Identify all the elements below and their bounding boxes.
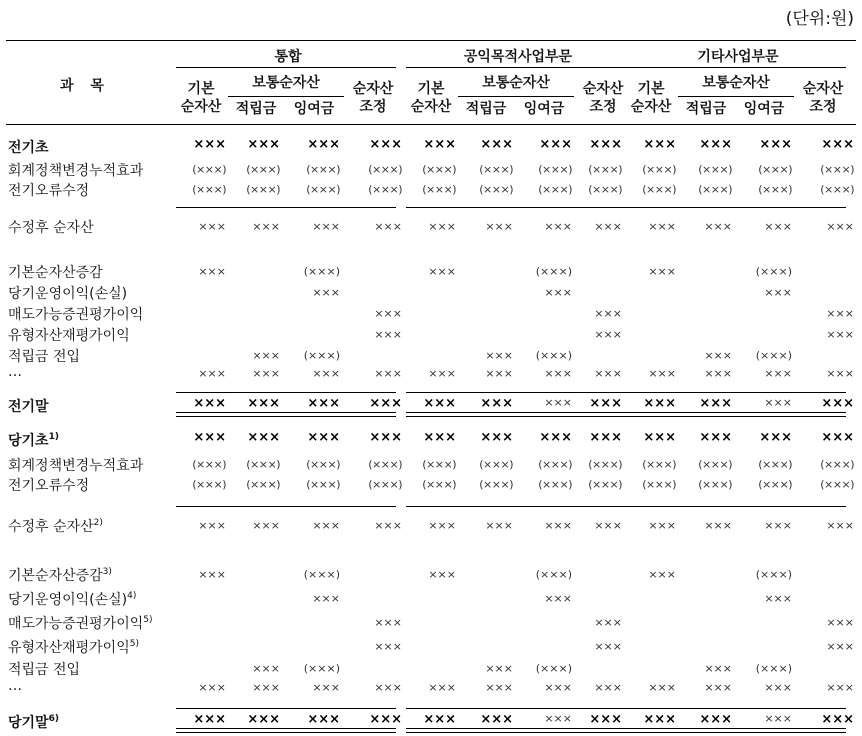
table-cell: ××× [369,712,402,727]
table-cell: (×××) [422,183,456,196]
table-cell: (×××) [820,183,854,196]
table-cell: ××× [369,396,402,411]
table-row [0,262,862,282]
table-cell: ××× [699,396,732,411]
col-header-ordinary-net-assets: 보통순자산 [482,75,550,91]
double-rule [406,728,626,733]
table-cell: (×××) [303,568,340,581]
table-cell: ××× [307,712,340,727]
table-cell: (×××) [303,349,340,362]
table-cell: ××× [312,220,340,233]
table-cell: (×××) [642,478,676,491]
table-cell: ××× [312,592,340,605]
table-cell: (×××) [479,163,513,176]
table-cell: ××× [423,137,456,152]
double-rule [626,412,846,417]
table-cell: ××× [699,430,732,445]
col-header-reserve: 적립금 [235,101,277,117]
section-rule [626,506,846,507]
table-row [0,430,862,450]
table-cell: (×××) [368,163,402,176]
table-cell: ××× [648,220,676,233]
table-cell: ××× [764,220,792,233]
footnote-marker: 4) [127,591,137,601]
table-cell: ××× [423,396,456,411]
table-cell: ××× [589,396,622,411]
table-cell: ××× [594,220,622,233]
row-label: 기본순자산증감 [8,265,103,281]
table-cell: ××× [699,712,732,727]
table-cell: (×××) [538,183,572,196]
table-cell: ××× [374,519,402,532]
table-cell: (×××) [306,183,340,196]
table-cell: (×××) [642,458,676,471]
subject-header: 과 목 [60,78,110,94]
group-underline [406,67,626,68]
table-cell: (×××) [479,478,513,491]
table-row [0,364,862,384]
row-label: 매도가능증권평가이익 [8,307,144,323]
table-cell: ××× [821,430,854,445]
table-row [0,455,862,475]
row-label: 수정후 순자산$^{2)}$ [8,518,103,535]
table-cell: (×××) [306,478,340,491]
table-cell: ××× [374,220,402,233]
double-rule [176,412,396,417]
table-row [0,475,862,495]
table-cell: ××× [544,396,572,409]
row-label: 기본순자산증감$^{3)}$ [8,567,112,584]
header-bottom-rule [6,124,856,125]
col-header-net-asset-adjustment: 순자산 조정 [802,81,844,115]
table-cell: (×××) [368,183,402,196]
table-cell: ××× [252,220,280,233]
table-cell: (×××) [588,478,622,491]
table-cell: ××× [198,367,226,380]
table-cell: (×××) [755,265,792,278]
col-header-basic-net-assets: 기본 순자산 [630,81,672,115]
table-cell: ××× [648,265,676,278]
table-cell: ××× [252,349,280,362]
table-cell: ××× [704,220,732,233]
table-cell: ××× [759,137,792,152]
row-label: 수정후 순자산 [8,220,94,236]
table-cell: ××× [648,519,676,532]
table-cell: ××× [480,396,513,411]
table-cell: ××× [594,519,622,532]
table-row [0,589,862,609]
table-cell: (×××) [698,163,732,176]
table-cell: ××× [252,519,280,532]
table-cell: ××× [428,265,456,278]
table-cell: ××× [198,519,226,532]
table-cell: ××× [374,328,402,341]
table-cell: ××× [764,286,792,299]
table-cell: ××× [198,265,226,278]
table-cell: ××× [764,367,792,380]
table-cell: ××× [826,519,854,532]
table-cell: ××× [594,367,622,380]
table-cell: (×××) [246,458,280,471]
table-cell: (×××) [698,478,732,491]
group-title: 통합 [274,49,302,65]
row-label: … [8,364,22,380]
row-label: 적립금 전입 [8,662,81,678]
row-label: … [8,678,22,694]
table-cell: ××× [704,662,732,675]
table-cell: ××× [485,349,513,362]
table-row [0,160,862,180]
table-row [0,637,862,657]
table-cell: ××× [759,430,792,445]
table-cell: (×××) [535,349,572,362]
table-cell: (×××) [820,458,854,471]
table-cell: ××× [826,220,854,233]
row-label: 당기말$^{6)}$ [8,714,59,731]
table-cell: (×××) [588,458,622,471]
table-cell: ××× [544,286,572,299]
table-row [0,283,862,303]
col-header-reserve: 적립금 [465,101,507,117]
table-cell: ××× [764,712,792,725]
table-cell: ××× [485,681,513,694]
table-cell: ××× [699,137,732,152]
table-cell: ××× [826,681,854,694]
table-cell: ××× [252,681,280,694]
table-cell: (×××) [422,163,456,176]
group-title: 공익목적사업부문 [463,49,573,65]
section-rule [176,506,396,507]
table-cell: ××× [480,137,513,152]
row-label: 매도가능증권평가이익$^{5)}$ [8,615,153,632]
table-cell: ××× [589,712,622,727]
table-cell: ××× [594,616,622,629]
table-cell: ××× [480,430,513,445]
footnote-marker: 3) [102,567,112,577]
row-label: 전기초 [8,140,49,156]
table-row [0,180,862,200]
table-cell: (×××) [192,458,226,471]
table-cell: ××× [307,137,340,152]
table-cell: (×××) [306,163,340,176]
table-cell: ××× [428,220,456,233]
section-rule [626,392,846,393]
table-cell: (×××) [535,662,572,675]
table-cell: (×××) [192,183,226,196]
table-cell: ××× [428,367,456,380]
footnote-marker: 5) [143,615,153,625]
table-cell: ××× [198,568,226,581]
table-cell: ××× [193,712,226,727]
table-cell: ××× [594,640,622,653]
table-cell: ××× [764,681,792,694]
section-rule [406,392,626,393]
table-cell: ××× [544,681,572,694]
row-label: 회계정책변경누적효과 [8,163,144,179]
row-label: 적립금 전입 [8,349,81,365]
table-cell: (×××) [758,478,792,491]
table-cell: ××× [198,220,226,233]
section-rule [626,207,846,208]
table-cell: (×××) [588,183,622,196]
table-cell: ××× [428,681,456,694]
table-cell: ××× [312,286,340,299]
table-cell: ××× [307,430,340,445]
table-cell: (×××) [246,183,280,196]
double-rule [406,412,626,417]
subgroup-underline [458,96,574,97]
table-cell: ××× [198,681,226,694]
footnote-marker: 6) [48,714,59,724]
table-cell: (×××) [538,478,572,491]
table-cell: (×××) [642,183,676,196]
table-cell: (×××) [303,265,340,278]
double-rule [176,728,396,733]
unit-label: (단위:원) [785,9,854,29]
table-cell: ××× [374,367,402,380]
table-cell: ××× [821,137,854,152]
double-rule [626,728,846,733]
table-cell: ××× [193,430,226,445]
table-cell: ××× [594,681,622,694]
table-cell: (×××) [758,458,792,471]
section-rule [176,708,396,709]
subgroup-underline [678,96,794,97]
table-cell: ××× [247,137,280,152]
table-cell: (×××) [538,458,572,471]
table-cell: ××× [826,616,854,629]
table-cell: (×××) [368,478,402,491]
table-cell: ××× [374,640,402,653]
table-cell: ××× [704,349,732,362]
row-label: 유형자산재평가이익$^{5)}$ [8,639,139,656]
table-cell: (×××) [422,458,456,471]
table-cell: ××× [485,367,513,380]
table-cell: ××× [369,430,402,445]
table-cell: (×××) [246,163,280,176]
row-label: 당기초$^{1)}$ [8,432,59,449]
table-cell: (×××) [535,265,572,278]
footnote-marker: 5) [129,639,139,649]
table-cell: ××× [312,519,340,532]
footnote-marker: 1) [48,432,59,442]
table-cell: ××× [247,430,280,445]
table-cell: ××× [369,137,402,152]
table-cell: (×××) [535,568,572,581]
section-rule [626,708,846,709]
table-cell: (×××) [698,183,732,196]
table-cell: (×××) [755,568,792,581]
table-cell: ××× [374,681,402,694]
table-cell: ××× [643,396,676,411]
table-cell: (×××) [642,163,676,176]
row-label: 회계정책변경누적효과 [8,458,144,474]
table-cell: (×××) [758,183,792,196]
table-cell: ××× [826,640,854,653]
table-cell: ××× [704,681,732,694]
col-header-ordinary-net-assets: 보통순자산 [702,75,770,91]
table-cell: ××× [544,367,572,380]
row-label: 전기말 [8,399,49,415]
table-cell: (×××) [246,478,280,491]
group-underline [176,67,396,68]
table-cell: ××× [423,430,456,445]
table-cell: ××× [648,681,676,694]
subgroup-underline [228,96,344,97]
table-cell: ××× [826,328,854,341]
table-row [0,325,862,345]
table-cell: ××× [539,137,572,152]
table-row [0,137,862,157]
table-row [0,217,862,237]
col-header-net-asset-adjustment: 순자산 조정 [582,81,624,115]
group-title: 기타사업부문 [697,49,779,65]
table-row [0,516,862,536]
table-cell: (×××) [422,478,456,491]
table-cell: ××× [193,137,226,152]
table-cell: ××× [193,396,226,411]
table-cell: ××× [821,712,854,727]
row-label: 유형자산재평가이익 [8,328,130,344]
table-cell: ××× [374,616,402,629]
table-cell: ××× [704,367,732,380]
table-cell: (×××) [306,458,340,471]
table-cell: ××× [485,220,513,233]
table-row [0,659,862,679]
table-cell: ××× [594,328,622,341]
table-cell: ××× [485,662,513,675]
table-row [0,613,862,633]
table-cell: (×××) [303,662,340,675]
col-header-surplus: 잉여금 [293,101,335,117]
col-header-net-asset-adjustment: 순자산 조정 [352,81,394,115]
group-underline [626,67,846,68]
table-row [0,678,862,698]
section-rule [406,506,626,507]
col-header-basic-net-assets: 기본 순자산 [180,81,222,115]
table-row [0,304,862,324]
table-cell: (×××) [755,662,792,675]
col-header-surplus: 잉여금 [523,101,565,117]
table-cell: ××× [428,519,456,532]
table-cell: ××× [643,430,676,445]
section-rule [406,207,626,208]
col-header-basic-net-assets: 기본 순자산 [410,81,452,115]
table-cell: ××× [312,681,340,694]
table-cell: ××× [821,396,854,411]
col-header-surplus: 잉여금 [743,101,785,117]
table-cell: ××× [648,367,676,380]
table-cell: ××× [643,137,676,152]
table-cell: ××× [643,712,676,727]
table-cell: (×××) [192,163,226,176]
table-cell: (×××) [588,163,622,176]
table-cell: ××× [544,519,572,532]
table-cell: (×××) [479,183,513,196]
table-cell: ××× [594,307,622,320]
table-cell: ××× [764,519,792,532]
table-cell: ××× [423,712,456,727]
table-cell: ××× [826,367,854,380]
footnote-marker: 2) [93,518,103,528]
table-cell: (×××) [820,478,854,491]
table-cell: ××× [252,662,280,675]
table-cell: (×××) [368,458,402,471]
table-cell: ××× [764,396,792,409]
table-cell: (×××) [820,163,854,176]
table-cell: ××× [247,712,280,727]
table-cell: ××× [485,519,513,532]
col-header-ordinary-net-assets: 보통순자산 [252,75,320,91]
table-cell: ××× [589,430,622,445]
table-cell: ××× [764,592,792,605]
section-rule [176,392,396,393]
row-label: 당기운영이익(손실)$^{4)}$ [8,591,137,608]
section-rule [176,207,396,208]
row-label: 당기운영이익(손실) [8,286,128,302]
table-cell: ××× [826,307,854,320]
table-cell: ××× [544,712,572,725]
col-header-reserve: 적립금 [685,101,727,117]
table-cell: ××× [312,367,340,380]
table-cell: ××× [428,568,456,581]
table-cell: (×××) [755,349,792,362]
table-cell: (×××) [479,458,513,471]
table-cell: ××× [589,137,622,152]
section-rule [406,708,626,709]
table-cell: (×××) [758,163,792,176]
table-cell: ××× [539,430,572,445]
table-cell: ××× [648,568,676,581]
table-row [0,346,862,366]
table-cell: ××× [480,712,513,727]
row-label: 전기오류수정 [8,478,90,494]
row-label: 전기오류수정 [8,183,90,199]
table-cell: (×××) [192,478,226,491]
table-cell: ××× [252,367,280,380]
table-cell: (×××) [538,163,572,176]
table-cell: ××× [247,396,280,411]
header-top-rule [6,40,856,41]
table-cell: ××× [704,519,732,532]
table-cell: ××× [544,220,572,233]
table-cell: (×××) [698,458,732,471]
table-cell: ××× [544,592,572,605]
table-cell: ××× [307,396,340,411]
table-row [0,565,862,585]
table-cell: ××× [374,307,402,320]
